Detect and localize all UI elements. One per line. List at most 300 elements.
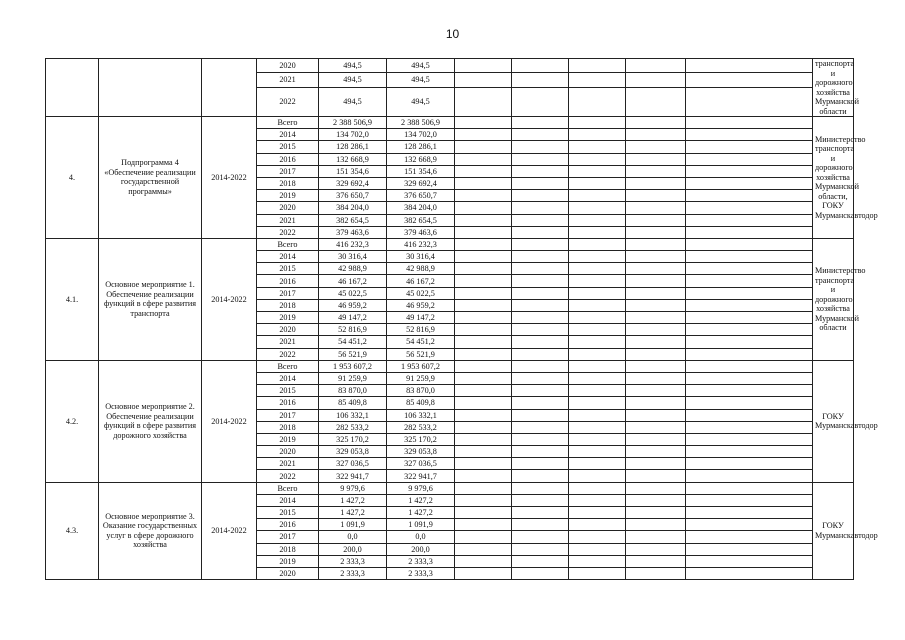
total-cell: 52 816,9 [319,324,387,336]
empty-cell [626,263,686,275]
year-cell: 2015 [257,507,319,519]
row-number-cell: 4.1. [46,238,99,360]
empty-cell [512,238,569,250]
empty-cell [569,165,626,177]
empty-cell [569,59,626,73]
empty-cell [455,372,512,384]
empty-cell [455,397,512,409]
empty-cell [686,238,813,250]
empty-cell [455,59,512,73]
year-cell: 2015 [257,141,319,153]
empty-cell [626,324,686,336]
empty-cell [686,287,813,299]
regional-budget-cell: 1 427,2 [387,507,455,519]
empty-cell [626,59,686,73]
empty-cell [686,531,813,543]
total-cell: 49 147,2 [319,312,387,324]
total-cell: 1 953 607,2 [319,360,387,372]
total-cell: 2 333,3 [319,567,387,579]
empty-cell [686,385,813,397]
empty-cell [569,177,626,189]
total-cell: 46 959,2 [319,299,387,311]
year-cell: 2020 [257,567,319,579]
empty-cell [686,275,813,287]
empty-cell [569,202,626,214]
total-cell: 9 979,6 [319,482,387,494]
empty-cell [686,165,813,177]
empty-cell [569,87,626,116]
year-cell: 2021 [257,458,319,470]
regional-budget-cell: 9 979,6 [387,482,455,494]
regional-budget-cell: 128 286,1 [387,141,455,153]
year-cell: 2020 [257,324,319,336]
empty-cell [569,482,626,494]
empty-cell [686,348,813,360]
empty-cell [455,446,512,458]
program-name-cell: Основное мероприятие 3. Оказание государственных услуг в сфере дорожного хозяйства [99,482,202,580]
year-cell: 2022 [257,226,319,238]
total-cell: 83 870,0 [319,385,387,397]
regional-budget-cell: 54 451,2 [387,336,455,348]
year-cell: 2019 [257,312,319,324]
regional-budget-cell: 45 022,5 [387,287,455,299]
empty-cell [686,494,813,506]
empty-cell [626,458,686,470]
empty-cell [686,190,813,202]
total-cell: 134 702,0 [319,129,387,141]
empty-cell [626,202,686,214]
regional-budget-cell: 46 959,2 [387,299,455,311]
empty-cell [512,263,569,275]
regional-budget-cell: 322 941,7 [387,470,455,482]
year-cell: 2022 [257,348,319,360]
total-cell: 382 654,5 [319,214,387,226]
regional-budget-cell: 42 988,9 [387,263,455,275]
empty-cell [569,275,626,287]
empty-cell [626,421,686,433]
empty-cell [512,299,569,311]
empty-cell [512,73,569,87]
empty-cell [569,153,626,165]
total-cell: 384 204,0 [319,202,387,214]
empty-cell [512,336,569,348]
empty-cell [512,372,569,384]
total-cell: 42 988,9 [319,263,387,275]
empty-cell [569,117,626,129]
empty-cell [569,543,626,555]
total-cell: 106 332,1 [319,409,387,421]
empty-cell [512,531,569,543]
empty-cell [626,385,686,397]
empty-cell [455,87,512,116]
empty-cell [569,507,626,519]
total-cell: 91 259,9 [319,372,387,384]
period-cell [202,59,257,117]
year-cell: 2022 [257,470,319,482]
empty-cell [686,251,813,263]
regional-budget-cell: 494,5 [387,87,455,116]
empty-cell [569,433,626,445]
empty-cell [512,202,569,214]
total-cell: 128 286,1 [319,141,387,153]
empty-cell [455,177,512,189]
empty-cell [455,73,512,87]
empty-cell [626,226,686,238]
empty-cell [455,190,512,202]
empty-cell [512,555,569,567]
empty-cell [626,141,686,153]
year-cell: 2018 [257,177,319,189]
empty-cell [626,165,686,177]
empty-cell [512,177,569,189]
empty-cell [512,165,569,177]
executor-cell: транспорта и дорожного хозяйства Мурманской области [813,59,854,117]
regional-budget-cell: 56 521,9 [387,348,455,360]
total-cell: 2 333,3 [319,555,387,567]
empty-cell [455,312,512,324]
empty-cell [626,214,686,226]
empty-cell [686,59,813,73]
empty-cell [569,372,626,384]
empty-cell [569,226,626,238]
empty-cell [455,567,512,579]
empty-cell [569,324,626,336]
empty-cell [512,59,569,73]
empty-cell [686,73,813,87]
empty-cell [569,360,626,372]
empty-cell [512,507,569,519]
empty-cell [569,567,626,579]
empty-cell [569,336,626,348]
regional-budget-cell: 325 170,2 [387,433,455,445]
row-number-cell: 4.2. [46,360,99,482]
empty-cell [512,397,569,409]
empty-cell [512,421,569,433]
empty-cell [686,87,813,116]
empty-cell [686,263,813,275]
empty-cell [569,519,626,531]
row-number-cell: 4. [46,117,99,239]
empty-cell [512,494,569,506]
budget-table [45,58,878,580]
empty-cell [455,433,512,445]
regional-budget-cell: 384 204,0 [387,202,455,214]
empty-cell [455,348,512,360]
year-cell: 2020 [257,202,319,214]
empty-cell [569,397,626,409]
regional-budget-cell: 132 668,9 [387,153,455,165]
empty-cell [569,190,626,202]
empty-cell [686,226,813,238]
total-cell: 282 533,2 [319,421,387,433]
empty-cell [626,348,686,360]
table-row [46,59,854,73]
empty-cell [512,519,569,531]
page-number: 10 [445,27,460,41]
year-cell: 2016 [257,275,319,287]
total-cell: 329 053,8 [319,446,387,458]
year-cell: 2016 [257,519,319,531]
empty-cell [512,129,569,141]
total-cell: 322 941,7 [319,470,387,482]
executor-cell: ГОКУ Мурманскавтодор [813,482,854,580]
year-cell: 2018 [257,543,319,555]
total-cell: 200,0 [319,543,387,555]
period-cell: 2014-2022 [202,360,257,482]
total-cell: 2 388 506,9 [319,117,387,129]
empty-cell [455,214,512,226]
empty-cell [686,567,813,579]
year-cell: Всего [257,117,319,129]
empty-cell [512,153,569,165]
empty-cell [512,385,569,397]
empty-cell [569,555,626,567]
empty-cell [455,507,512,519]
regional-budget-cell: 494,5 [387,59,455,73]
table-row [46,238,854,250]
year-cell: 2018 [257,421,319,433]
empty-cell [455,482,512,494]
regional-budget-cell: 379 463,6 [387,226,455,238]
total-cell: 494,5 [319,73,387,87]
total-cell: 1 427,2 [319,494,387,506]
regional-budget-cell: 382 654,5 [387,214,455,226]
empty-cell [686,336,813,348]
empty-cell [686,360,813,372]
empty-cell [686,433,813,445]
empty-cell [626,73,686,87]
empty-cell [626,275,686,287]
empty-cell [455,129,512,141]
empty-cell [512,312,569,324]
empty-cell [686,409,813,421]
year-cell: 2014 [257,494,319,506]
empty-cell [686,117,813,129]
empty-cell [569,287,626,299]
empty-cell [569,73,626,87]
total-cell: 54 451,2 [319,336,387,348]
year-cell: 2016 [257,397,319,409]
empty-cell [455,494,512,506]
total-cell: 85 409,8 [319,397,387,409]
regional-budget-cell: 46 167,2 [387,275,455,287]
empty-cell [512,446,569,458]
empty-cell [455,543,512,555]
program-name-cell: Основное мероприятие 2. Обеспечение реализации функций в сфере развития дорожного хозяйства [99,360,202,482]
regional-budget-cell: 2 388 506,9 [387,117,455,129]
regional-budget-cell: 494,5 [387,73,455,87]
empty-cell [686,507,813,519]
empty-cell [455,555,512,567]
empty-cell [569,409,626,421]
empty-cell [569,348,626,360]
regional-budget-cell: 52 816,9 [387,324,455,336]
empty-cell [686,458,813,470]
empty-cell [512,482,569,494]
empty-cell [686,555,813,567]
empty-cell [455,421,512,433]
empty-cell [512,117,569,129]
total-cell: 376 650,7 [319,190,387,202]
total-cell: 1 427,2 [319,507,387,519]
year-cell: 2022 [257,87,319,116]
year-cell: 2014 [257,251,319,263]
empty-cell [512,458,569,470]
empty-cell [626,360,686,372]
empty-cell [626,567,686,579]
empty-cell [569,458,626,470]
empty-cell [512,275,569,287]
year-cell: 2014 [257,129,319,141]
period-cell: 2014-2022 [202,117,257,239]
table-row [46,360,854,372]
empty-cell [686,129,813,141]
total-cell: 45 022,5 [319,287,387,299]
empty-cell [455,251,512,263]
empty-cell [512,360,569,372]
regional-budget-cell: 376 650,7 [387,190,455,202]
empty-cell [626,251,686,263]
total-cell: 494,5 [319,87,387,116]
year-cell: 2019 [257,555,319,567]
executor-cell: Министерство транспорта и дорожного хозяйства Мурманской области, ГОКУ Мурманскавтодор [813,117,854,239]
regional-budget-cell: 329 053,8 [387,446,455,458]
empty-cell [512,251,569,263]
empty-cell [626,531,686,543]
total-cell: 151 354,6 [319,165,387,177]
empty-cell [569,214,626,226]
empty-cell [455,519,512,531]
empty-cell [569,312,626,324]
regional-budget-cell: 83 870,0 [387,385,455,397]
empty-cell [455,385,512,397]
empty-cell [512,190,569,202]
regional-budget-cell: 49 147,2 [387,312,455,324]
empty-cell [686,397,813,409]
regional-budget-cell: 416 232,3 [387,238,455,250]
empty-cell [569,129,626,141]
empty-cell [512,348,569,360]
empty-cell [455,299,512,311]
regional-budget-cell: 1 427,2 [387,494,455,506]
year-cell: Всего [257,360,319,372]
empty-cell [455,409,512,421]
year-cell: Всего [257,482,319,494]
empty-cell [512,567,569,579]
empty-cell [455,141,512,153]
empty-cell [455,238,512,250]
regional-budget-cell: 200,0 [387,543,455,555]
total-cell: 30 316,4 [319,251,387,263]
empty-cell [686,177,813,189]
empty-cell [626,312,686,324]
year-cell: 2019 [257,190,319,202]
year-cell: 2017 [257,287,319,299]
empty-cell [626,177,686,189]
empty-cell [626,433,686,445]
empty-cell [686,519,813,531]
regional-budget-cell: 106 332,1 [387,409,455,421]
year-cell: 2017 [257,531,319,543]
empty-cell [569,421,626,433]
empty-cell [626,494,686,506]
empty-cell [626,409,686,421]
empty-cell [626,190,686,202]
empty-cell [626,153,686,165]
empty-cell [455,531,512,543]
empty-cell [512,470,569,482]
empty-cell [569,299,626,311]
empty-cell [686,153,813,165]
empty-cell [686,421,813,433]
empty-cell [455,226,512,238]
empty-cell [455,275,512,287]
empty-cell [686,446,813,458]
empty-cell [455,287,512,299]
empty-cell [569,531,626,543]
executor-cell: ГОКУ Мурманскавтодор [813,360,854,482]
table-row [46,117,854,129]
empty-cell [455,153,512,165]
empty-cell [512,287,569,299]
empty-cell [626,470,686,482]
empty-cell [626,482,686,494]
empty-cell [455,336,512,348]
program-name-cell: Подпрограмма 4 «Обеспечение реализации государственной программы» [99,117,202,239]
regional-budget-cell: 2 333,3 [387,555,455,567]
empty-cell [686,312,813,324]
empty-cell [569,385,626,397]
regional-budget-cell: 327 036,5 [387,458,455,470]
empty-cell [569,263,626,275]
period-cell: 2014-2022 [202,482,257,580]
empty-cell [686,324,813,336]
empty-cell [626,519,686,531]
empty-cell [626,507,686,519]
year-cell: 2015 [257,385,319,397]
empty-cell [626,87,686,116]
total-cell: 494,5 [319,59,387,73]
empty-cell [626,129,686,141]
empty-cell [512,433,569,445]
period-cell: 2014-2022 [202,238,257,360]
year-cell: 2021 [257,73,319,87]
empty-cell [455,117,512,129]
empty-cell [686,470,813,482]
year-cell: 2020 [257,446,319,458]
regional-budget-cell: 1 091,9 [387,519,455,531]
empty-cell [686,482,813,494]
total-cell: 379 463,6 [319,226,387,238]
executor-cell: Министерство транспорта и дорожного хозяйства Мурманской области [813,238,854,360]
empty-cell [626,287,686,299]
total-cell: 46 167,2 [319,275,387,287]
empty-cell [686,202,813,214]
empty-cell [455,165,512,177]
empty-cell [626,397,686,409]
empty-cell [686,141,813,153]
regional-budget-cell: 329 692,4 [387,177,455,189]
regional-budget-cell: 85 409,8 [387,397,455,409]
empty-cell [686,299,813,311]
year-cell: 2015 [257,263,319,275]
empty-cell [626,299,686,311]
year-cell: 2017 [257,409,319,421]
year-cell: 2021 [257,214,319,226]
regional-budget-cell: 2 333,3 [387,567,455,579]
empty-cell [569,141,626,153]
empty-cell [455,202,512,214]
